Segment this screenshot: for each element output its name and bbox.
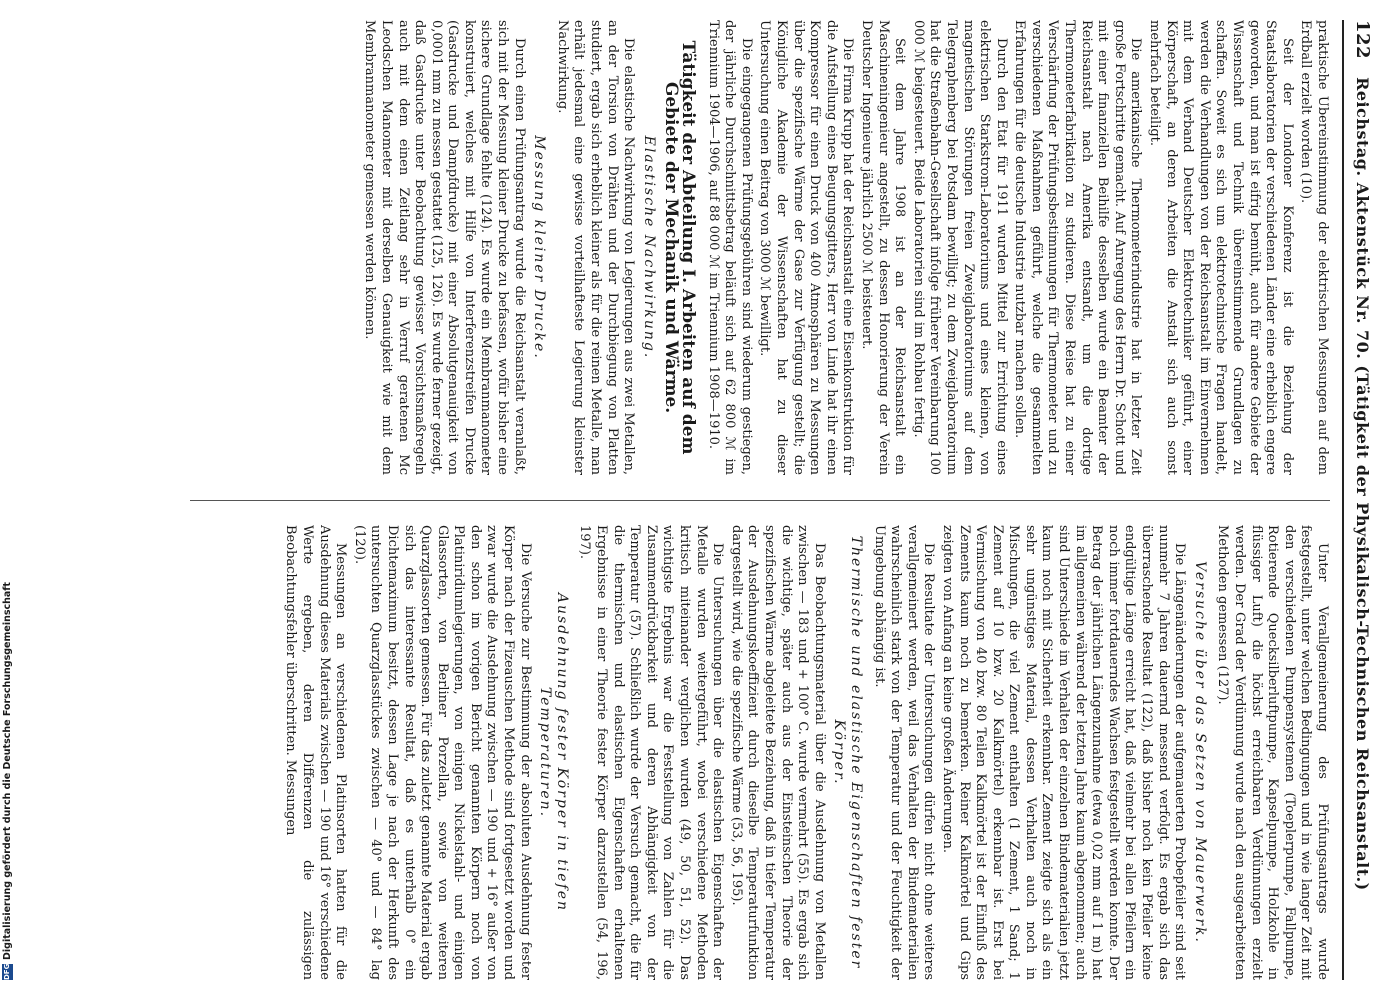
section-heading: Tätigkeit der Abteilung I. Arbeiten auf dem Gebiete der Mechanik und Wärme. — [661, 40, 699, 455]
paragraph: Die Firma Krupp hat der Reichsanstalt eine Eisenkonstruktion für die Aufstellung eines Beugungsgitters, Herr von Linde hat ihr einen Kompressor für einen Druck von 400 Atmosphären zu Messungen über die spezifische Wärme der Gase zur Verfügung gestellt; die Königliche Akademie der Wissenschaften hat zu dieser Untersuchung einen Beitrag von 3000 ℳ bewilligt. — [757, 20, 856, 475]
left-column — [170, 20, 1330, 475]
paragraph: Seit dem Jahre 1908 ist an der Reichsanstalt ein Maschineningenieur angestellt, zu dessen Honorierung der Verein Deutscher Ingenieure jährlich 2500 ℳ beisteuert. — [858, 20, 908, 475]
page-title: Reichstag. Aktenstück Nr. 70. (Tätigkeit der Physikalisch-Technischen Reichsanstalt.) — [1353, 77, 1372, 891]
paragraph: Die Resultate der Untersuchungen dürfen nicht ohne weiteres verallgemeinert werden, weil das Verhalten der Bindematerialien wahrscheinlich stark von der Temperatur und der Feuchtigkeit der Umgebung abhängig ist. — [871, 525, 937, 980]
section-heading: Thermische und elastische Eigenschaften fester Körper. — [831, 535, 864, 970]
paragraph: Seit der Londoner Konferenz ist die Beziehung der Staatslaboratorien der verschiedenen Länder eine erheblich engere geworden, und man ist eifrig bemüht, auch für andere Gebiete der Wissenschaft und Technik übereinstimmende Grundlagen zu schaffen. Soweit es sich um elektrotechnische Fragen handelt, werden die Verhandlungen von der Reichsanstalt im Einvernehmen mit dem Verband Deutscher Elektrotechniker geführt, einer Körperschaft, an deren Arbeiten die Anstalt sich auch sonst mehrfach beteiligt. — [1147, 20, 1295, 475]
running-head — [1342, 20, 1373, 980]
paragraph: Die amerikanische Thermometerindustrie hat in letzter Zeit große Fortschritte gemacht. Auf Anregung des Herrn Dr. Schott und mit einer finanziellen Beihilfe desselben wurde ein Beamter der Reichsanstalt nach Amerika entsandt, um die dortige Thermometerfabrikation zu studieren. Diese Reise hat zu einer Verschärfung der Prüfungsbestimmungen für Thermometer und zu verschiedenen Maßnahmen geführt, welche die gesammelten Erfahrungen für die deutsche Industrie nutzbar machen sollen. — [1012, 20, 1144, 475]
section-heading: Ausdehnung fester Körper in tiefen Temperaturen. — [537, 592, 570, 913]
funding-credit-text: Digitalisierung gefördert durch die Deutsche Forschungsgemeinschaft — [2, 582, 13, 960]
paragraph: Das Beobachtungsmaterial über die Ausdehnung von Metallen zwischen — 183 und + 100° C. wurde vermehrt (55). Es ergab sich die wichtige, später auch aus der Einsteinschen Theorie der spezifischen Wärme abgeleitete Beziehung, daß in tiefer Temperatur der Ausdehnungskoeffizient durch dieselbe Temperaturfunktion dargestellt wird, wie die spezifische Wärme (53, 56, 195). — [728, 525, 827, 980]
paragraph: Die elastische Nachwirkung von Legierungen aus zwei Metallen, an der Torsion von Drähten und der Durchbiegung von Platten studiert, ergab sich erheblich kleiner als für die reinen Metalle, man erhält jedesmal eine gewisse vorteilhafteste Legierung kleinster Nachwirkung. — [554, 20, 637, 475]
column-divider — [190, 500, 1330, 501]
paragraph: Die Untersuchungen über die elastischen Eigenschaften der Metalle wurden weitergeführt, wobei verschiedene Methoden kritisch miteinander verglichen wurden (49, 50, 51, 52). Das wichtigste Ergebnis war die Feststellung von Zahlen für die Zusammendrückbarkeit und deren Abhängigkeit von der Temperatur (57). Schließlich wurde der Versuch gemacht, die für die thermischen und elastischen Eigenschaften erhaltenen Ergebnisse in einer Theorie fester Körper darzustellen (54, 196, 197). — [577, 525, 726, 980]
paragraph: Messungen an verschiedenen Platinsorten hatten für die Ausdehnung dieses Materials zwischen — 190 und 16° verschiedene Werte ergeben, deren Differenzen die zulässigen Beobachtungsfehler überschritten. Messungen — [283, 525, 349, 980]
paragraph: Durch einen Prüfungsantrag wurde die Reichsanstalt veranlaßt, sich mit der Messung kleiner Drucke zu befassen, wofür bisher eine sichere Grundlage fehlte (124). Es wurde ein Membranmanometer konstruiert, welches mit Hilfe von Interferenzstreifen Drucke (Gasdrucke und Dampfdrucke) mit einer Absolutgenauigkeit von 0,0001 mm zu messen gestattet (125, 126). Es wurde ferner gezeigt, daß Gasdrucke unter Beobachtung gewisser Vorsichtsmaßregeln auch mit dem einen Zeitlang sehr in Verruf geratenen Mc Leodschen Manometer mit derselben Genauigkeit wie mit dem Membranmanometer gemessen werden können. — [362, 20, 527, 475]
section-heading: Versuche über das Setzen von Mauerwerk. — [1191, 561, 1208, 944]
paragraph: Durch den Etat für 1911 wurden Mittel zur Errichtung eines elektrischen Starkstrom-Laboratoriums und eines kleinen, von magnetischen Störungen freien Zweiglaboratoriums auf dem Telegraphenberg bei Potsdam bewilligt; zu dem Zweiglaboratorium hat die Straßenbahn-Gesellschaft infolge früherer Vereinbarung 100 000 ℳ beigesteuert. Beide Laboratorien sind im Rohbau fertig. — [910, 20, 1009, 475]
paragraph: Die Längenänderungen der aufgemauerten Probepfeiler sind seit nunmehr 7 Jahren dauernd messend verfolgt. Es ergab sich das überraschende Resultat (122), daß bisher noch kein Pfeiler keine endgültige Länge erreicht hat, daß vielmehr bei allen Pfeilern ein noch immer fortdauerndes Wachsen festgestellt werden konnte. Der Betrag der jährlichen Längenzunahme (etwa 0,02 mm auf 1 m) hat im allgemeinen während der letzten Jahre kaum abgenommen; auch sind Unterschiede im Verhalten der einzelnen Bindematerialien jetzt kaum noch mit Sicherheit erkennbar. Zement zeigte sich als ein sehr ungünstiges Material, dessen Verhalten auch noch in Mischungen, die viel Zement enthalten (1 Zement, 1 Sand; 1 Zement auf 10 bzw. 20 Kalkmörtel) erkennbar ist. Erst bei Vermischung von 40 bzw. 80 Teilen Kalkmörtel ist der Einfluß des Zements kaum noch zu bemerken. Reiner Kalkmörtel und Gips zeigten von Anfang an keine großen Änderungen. — [939, 525, 1188, 980]
section-heading: Messung kleiner Drucke. — [531, 135, 548, 360]
dfg-logo-icon: DFG — [3, 963, 11, 980]
paragraph: Die Versuche zur Bestimmung der absoluten Ausdehnung fester Körper nach der Fizeauschen Methode sind fortgesetzt worden und zwar wurde die Ausdehnung zwischen — 190 und + 16° außer von den schon im vorigen Bericht genannten Körpern noch von Platiniridiumlegierungen, von einigen Nickelstahl- und einigen Glassorten, von Berliner Porzellan, sowie von weiteren Quarzglassorten gemessen. Für das zuletzt genannte Material ergab sich das interessante Resultat, daß es unterhalb 0° ein Dichtemaximum besitzt, dessen Lage je nach der Herkunft des untersuchten Quarzglasstückes zwischen — 40° und — 84° lag (120). — [351, 525, 533, 980]
section-heading: Elastische Nachwirkung. — [640, 135, 657, 360]
right-column — [170, 525, 1330, 980]
page-number: 122 — [1352, 20, 1373, 60]
scanned-page — [170, 20, 1373, 980]
paragraph: praktische Übereinstimmung der elektrischen Messungen auf dem Erdball erzielt worden (10). — [1298, 20, 1330, 475]
funding-credit — [2, 582, 13, 980]
paragraph: Die eingegangenen Prüfungsgebühren sind wiederum gestiegen, der jährliche Durchschnittsbetrag beläuft sich auf 62 800 ℳ im Triennium 1904—1906, auf 88 000 ℳ im Triennium 1908—1910. — [705, 20, 754, 475]
paragraph: Unter Verallgemeinerung des Prüfungsantrags wurde festgestellt, unter welchen Bedingungen und in wie langer Zeit mit den verschiedenen Pumpensystemen (Toeplerpumpe, Fallpumpe, Rotierende Quecksilberluftpumpe, Kapselpumpe, Holzkohle in flüssiger Luft) die höchst erreichbaren Verdünnungen erzielt werden. Der Grad der Verdünnung wurde nach den ausgearbeiteten Methoden gemessen (127). — [1215, 525, 1330, 980]
